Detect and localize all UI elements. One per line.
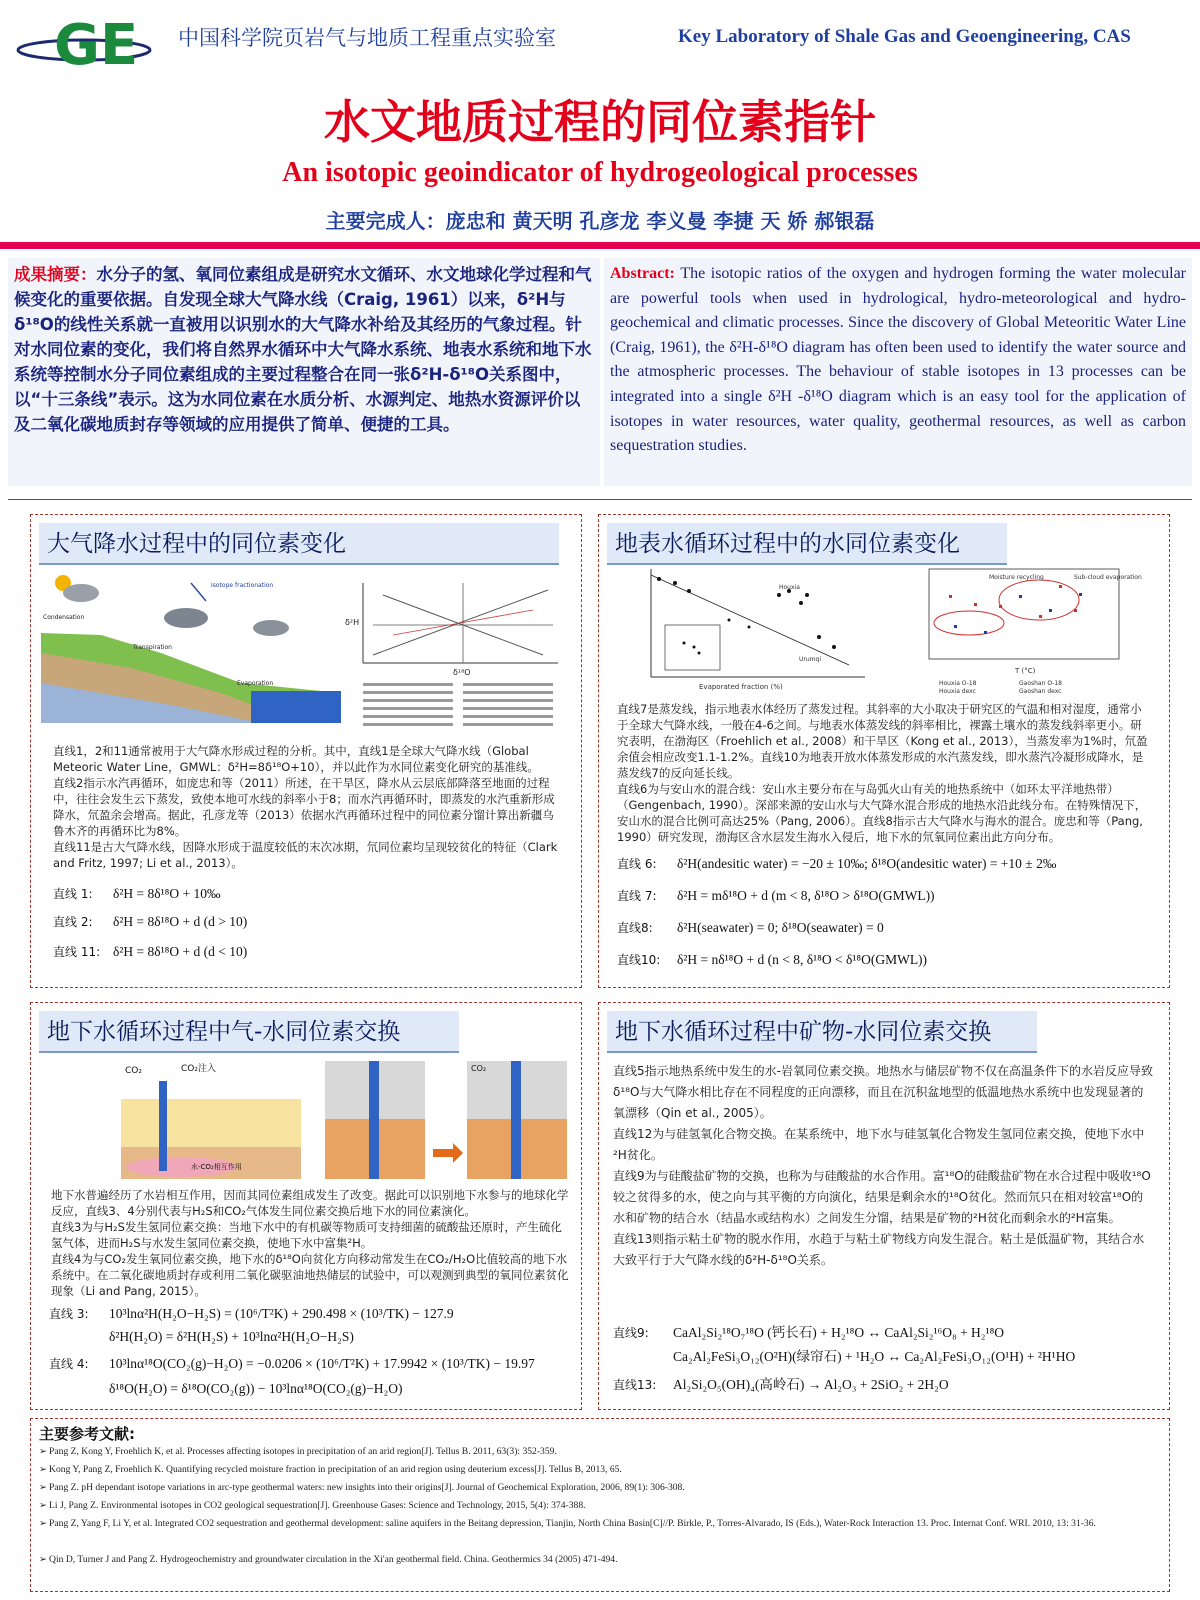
x-axis-label: δ¹⁸O — [453, 668, 471, 677]
label-urumqi: Urumqi — [799, 656, 821, 663]
reference-item: ➢ Pang Z, Kong Y, Froehlich K, et al. Processes affecting isotopes in precipitation of an arid region[J]. Tellus B. 2011, 63(3): 352-359. — [39, 1445, 1164, 1459]
label-transpiration: Transpiration — [133, 644, 172, 651]
abstract-cn-label: 成果摘要： — [14, 265, 97, 284]
equation: 直线 1: δ²H = 8δ¹⁸O + 10‰ — [53, 886, 221, 901]
co2-injection-diagram — [121, 1059, 301, 1179]
equation: 直线9: CaAl₂Si₂¹⁸O₇¹⁸O (钙长石) + H₂¹⁸O ↔ CaAl₂Si₂¹⁶O₈ + H₂¹⁸O — [613, 1325, 1005, 1340]
label-co2: CO₂ — [125, 1066, 142, 1076]
panel-text: 直线5指示地热系统中发生的水-岩氧同位素交换。地热水与储层矿物不仅在高温条件下的水岩反应导致δ¹⁸O与大气降水相比存在不同程度的正向漂移，而且在沉积盆地型的低温地热水系统中也发现显著的氧漂移（Qin et al., 2005）。 直线12为与硅氢氧化合物交换。在某系统中，地下水与硅氢氧化合物发生氢同位素交换，使地下水中²H贫化。 直线9为与硅酸盐矿物的交换，也称为与硅酸盐的水合作用。富¹⁸O的硅酸盐矿物在水合过程中吸收¹⁸O较之贫得多的水，使之向与其平衡的方向演化，结果是剩余水的¹⁸O贫化。然而氘只在相对较富¹⁸O的水和矿物的结合水（结晶水或结构水）之间发生分馏，结果是矿物的²H贫化而剩余水的²H富集。 直线13则指示粘土矿物的脱水作用，水趋于与粘土矿物线方向发生混合。粘土是低温矿物，其结合水大致平行于大气降水线的δ²H-δ¹⁸O关系。 — [613, 1064, 1153, 1267]
evaporation-plot — [629, 565, 869, 695]
arrow-right-icon — [433, 1143, 463, 1163]
equation: 直线13: Al₂Si₂O₅(OH)₄(高岭石) → Al₂O₃ + 2SiO₂ + 2H₂O — [613, 1377, 949, 1392]
legend-houxia-o18: Houxia O-18 — [939, 680, 977, 687]
equation: 直线 6: δ²H(andesitic water) = −20 ± 10‰; δ¹⁸O(andesitic water) = +10 ± 2‰ — [617, 856, 1057, 871]
legend-gaoshan-o18: Gaoshan O-18 — [1019, 680, 1063, 687]
panel-text: 地下水普遍经历了水岩相互作用，因而其同位素组成发生了改变。据此可以识别地下水参与的地球化学反应，直线3、4分别代表与H₂S和CO₂气体发生同位素交换后地下水的同位素演化。 直线3为与H₂S发生氢同位素交换：当地下水中的有机碳等物质可支持细菌的硫酸盐还原时，产生硫化氢气体，进而H₂S与水发生氢同位素交换，使地下水中富集²H。 直线4为与CO₂发生氧同位素交换，地下水的δ¹⁸O向贫化方向移动常发生在CO₂/H₂O比值较高的地下水系统中。在二氧化碳地质封存或利用二氧化碳驱油地热储层的试验中，可以观测到典型的氧同位素贫化现象（Li and Pang, 2015）。 — [51, 1188, 569, 1298]
panel-surface-water — [598, 514, 1170, 988]
precipitation-diagram — [41, 573, 341, 723]
references-title: 主要参考文献: — [39, 1425, 135, 1443]
ge-logo — [14, 6, 154, 76]
panel-title: 地表水循环过程中的水同位素变化 — [607, 523, 1007, 565]
panel-text: 直线1，2和11通常被用于大气降水形成过程的分析。其中，直线1是全球大气降水线（Global Meteoric Water Line，GMWL：δ²H=8δ¹⁸O+10），并以此作为水同位素变化研究的基准线。 直线2指示水汽再循环，如庞忠和等（2011）所述，在干旱区，降水从云层底部降落至地面的过程中，往往会发生云下蒸发，致使本地可水线的斜率小于8；而水汽再循环时，即蒸发的水汽重新形成降水，氘盈余会增高。据此，孔彦龙等（2013）依据水汽再循环过程中的同位素分馏计算出新疆乌鲁木齐的再循环比为8%。 直线11是古大气降水线，因降水形成于温度较低的末次冰期，氘同位素均呈现较贫化的特征（Clark and Fritz, 1997; Li et al., 2013）。 — [53, 744, 558, 870]
header-divider — [0, 242, 1200, 249]
abstract-en — [604, 258, 1192, 486]
y-axis-label: δ²H — [345, 618, 360, 627]
equation: 直线 7: δ²H = mδ¹⁸O + d (m < 8, δ¹⁸O > δ¹⁸O(GMWL)) — [617, 888, 935, 903]
cloud-icon — [164, 608, 208, 628]
reference-item: ➢ Li J, Pang Z. Environmental isotopes in CO2 geological sequestration[J]. Greenhouse Gases: Science and Technology, 2015, 5(4): 374-388. — [39, 1499, 1164, 1513]
legend-gaoshan-dexc: Gaoshan dexc — [1019, 688, 1062, 695]
legend-houxia-dexc: Houxia dexc — [939, 688, 976, 695]
label-subcloud: Sub-cloud evaporation — [1074, 574, 1142, 581]
temperature-plot — [899, 565, 1164, 695]
panel-text: 直线7是蒸发线，指示地表水体经历了蒸发过程。其斜率的大小取决于研究区的气温和相对湿度，通常小于全球大气降水线，一般在4-6之间。与地表水体蒸发线的斜率相比，裸露土壤水的蒸发线斜率更小。研究表明，在渤海区（Froehlich et al., 2008）和干旱区（Kong et al., 2013），当蒸发率为1%时，氘盈余值会相应改变1.1-1.2%。直线10为地表开放水体蒸发形成的水汽蒸发线，即水蒸汽冷凝形成降水，是蒸发线7的反向延长线。 直线6为与安山水的混合线：安山水主要分布在与岛弧火山有关的地热系统中（如环太平洋地热带）（Gengenbach, 1990）。深部来源的安山水与大气降水混合形成的地热水沿此线分布。在特殊情况下，安山水的混合比例可高达25%（Pang, 2006）。直线8指示古大气降水与海水的混合。庞忠和等（Pang, 1990）研究发现，渤海区含水层发生海水入侵后，地下水的氘氧同位素出此方向分布。 — [617, 702, 1148, 844]
label-condensation: Condensation — [43, 614, 85, 621]
panel-gas-water-exchange — [30, 1002, 582, 1410]
lab-name-cn: 中国科学院页岩气与地质工程重点实验室 — [178, 26, 556, 50]
thirteen-lines-diagram — [343, 575, 568, 740]
panel-precipitation — [30, 514, 582, 988]
label-houxia: Houxia — [779, 584, 800, 591]
lake-shape — [251, 691, 341, 723]
equation: 直线 4: 10³lnα¹⁸O(CO₂(g)−H₂O) = −0.0206 × (10⁶/T²K) + 17.9942 × (10³/TK) − 19.97 — [49, 1356, 535, 1371]
label-recycling: Moisture recycling — [989, 574, 1044, 581]
cloud-icon — [63, 584, 99, 602]
logo-text: GE — [54, 13, 139, 76]
reference-item: ➢ Pang Z, Yang F, Li Y, et al. Integrated CO2 sequestration and geothermal development: saline aquifers in the Beitang depression, Tianjin, North China Basin[C]//P. Birkle, P., Torres-Alvarado, IS (Eds.), Water-Rock Interaction 13. Proc. Internat Conf. WRI. 2010, 13: 31-36. — [39, 1517, 1164, 1531]
abstract-divider — [8, 499, 1192, 500]
equation: δ¹⁸O(H₂O) = δ¹⁸O(CO₂(g)) − 10³lnα¹⁸O(CO₂(g)−H₂O) — [109, 1381, 403, 1396]
title-cn: 水文地质过程的同位素指针 — [324, 95, 876, 149]
abstract-en-text: The isotopic ratios of the oxygen and hydrogen forming the water molecular are powerful tools when used in hydrological, hydro-meteorological and hydro-geochemical and climatic processes. Since the discovery of Global Meteoritic Water Line (Craig, 1961), the δ²H-δ¹⁸O diagram has often been used to identify the water source and the atmospheric processes. The behaviour of stable isotopes in 13 processes can be integrated into a single δ²H -δ¹⁸O diagram which is an easy tool for the application of isotopes in water resources, water quality, geothermal resources, as well as carbon sequestration studies. — [610, 265, 1187, 455]
reference-item: ➢ Pang Z. pH dependant isotope variations in arc-type geothermal waters: new insights into their origins[J]. Journal of Geochemical Exploration, 2006, 89(1): 306-308. — [39, 1481, 1164, 1495]
panel-title: 大气降水过程中的同位素变化 — [39, 523, 559, 565]
reference-item: ➢ Qin D, Turner J and Pang Z. Hydrogeochemistry and groundwater circulation in the Xi'an geothermal field. China. Geothermics 34 (2005) 471-494. — [39, 1553, 1164, 1567]
x-axis-label: T (°C) — [1015, 667, 1036, 675]
panel-title: 地下水循环过程中矿物-水同位素交换 — [607, 1011, 1037, 1053]
equation: δ²H(H₂O) = δ²H(H₂S) + 10³lnα²H(H₂O−H₂S) — [109, 1329, 354, 1344]
label-interaction: 水-CO₂相互作用 — [191, 1163, 242, 1171]
equation: 直线 3: 10³lnα²H(H₂O−H₂S) = (10⁶/T²K) + 290.498 × (10³/TK) − 127.9 — [49, 1306, 454, 1321]
title-en: An isotopic geoindicator of hydrogeological processes — [282, 157, 918, 188]
equation: Ca₂Al₂FeSi₃O₁₂(O²H)(绿帘石) + ¹H₂O ↔ Ca₂Al₂FeSi₃O₁₂(O¹H) + ²H¹HO — [673, 1349, 1076, 1364]
abstract-en-label: Abstract: — [610, 265, 675, 282]
abstract-cn — [8, 258, 600, 486]
equation: 直线 2: δ²H = 8δ¹⁸O + d (d > 10) — [53, 914, 248, 929]
reference-item: ➢ Kong Y, Pang Z, Froehlich K. Quantifying recycled moisture fraction in precipitation of an arid region using deuterium excess[J]. Tellus B, 2013, 65. — [39, 1463, 1164, 1477]
authors: 主要完成人：庞忠和 黄天明 孔彦龙 李义曼 李捷 天 娇 郝银磊 — [325, 209, 875, 233]
label-co2: CO₂ — [471, 1064, 487, 1073]
references — [30, 1418, 1170, 1592]
well-shape — [159, 1081, 167, 1171]
cloud-icon — [253, 620, 289, 636]
panel-mineral-water-exchange — [598, 1002, 1170, 1410]
label-fractionation: Isotope fractionation — [211, 582, 274, 589]
equation: 直线 11: δ²H = 8δ¹⁸O + d (d < 10) — [53, 944, 248, 959]
equation: 直线8: δ²H(seawater) = 0; δ¹⁸O(seawater) = 0 — [617, 920, 884, 935]
abstract-cn-text: 水分子的氢、氧同位素组成是研究水文循环、水文地球化学过程和气候变化的重要依据。自发现全球大气降水线（Craig, 1961）以来，δ²H与δ¹⁸O的线性关系就一直被用以识别水的大气降水补给及其经历的气象过程。针对水同位素的变化，我们将自然界水循环中大气降水系统、地表水系统和地下水系统等控制水分子同位素组成的主要过程整合在同一张δ²H-δ¹⁸O关系图中，以“十三条线”表示。这为水同位素在水质分析、水源判定、地热水资源评价以及二氧化碳地质封存等领域的应用提供了简单、便捷的工具。 — [14, 265, 592, 434]
label-evaporation: Evaporation — [237, 680, 274, 687]
label-well: CO₂注入 — [181, 1064, 216, 1074]
panel-title: 地下水循环过程中气-水同位素交换 — [39, 1011, 459, 1053]
lab-name-en: Key Laboratory of Shale Gas and Geoengineering, CAS — [678, 26, 1131, 47]
x-axis-label: Evaporated fraction (%) — [699, 683, 783, 691]
wellbore-diagram — [321, 1059, 571, 1181]
equation: 直线10: δ²H = nδ¹⁸O + d (n < 8, δ¹⁸O < δ¹⁸O(GMWL)) — [617, 952, 928, 967]
